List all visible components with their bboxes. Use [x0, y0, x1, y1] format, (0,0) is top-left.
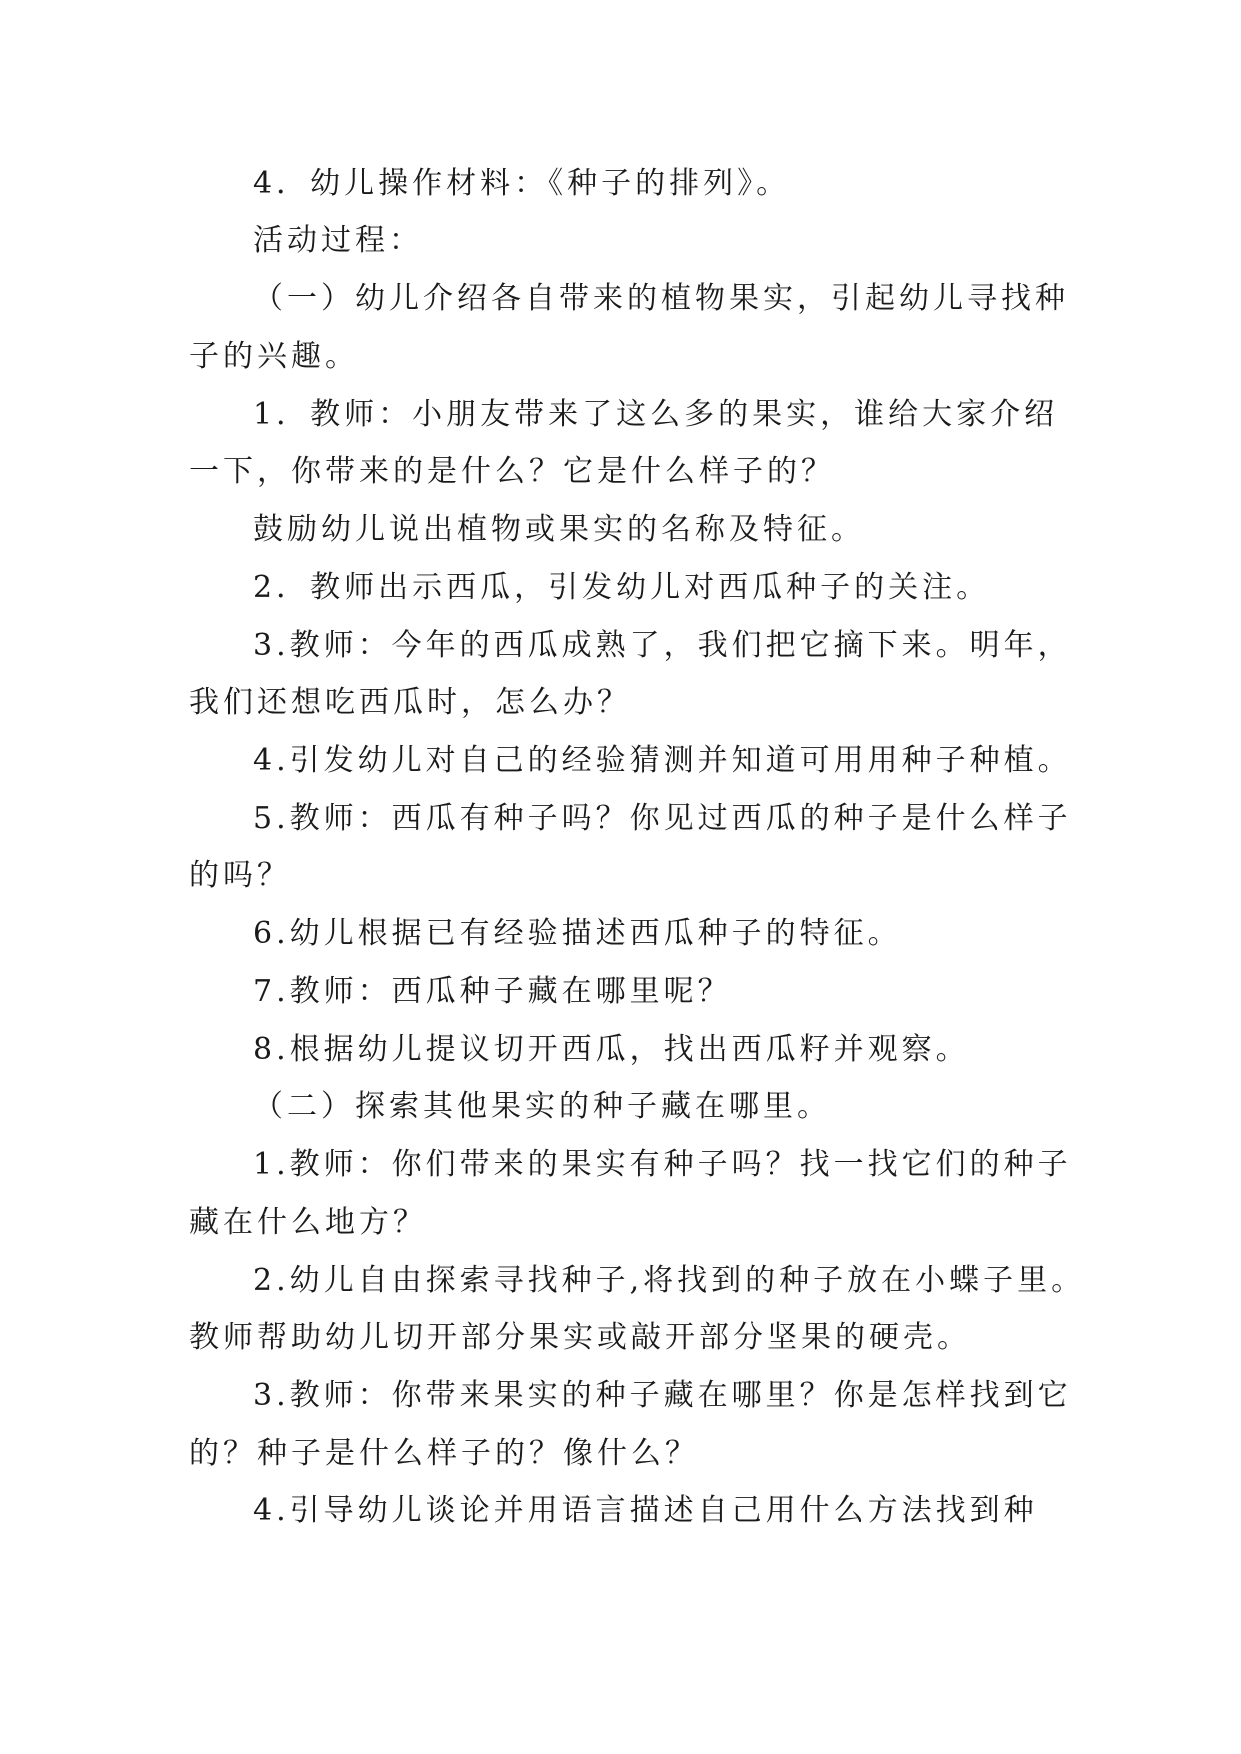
- text-line-17: （二）探索其他果实的种子藏在哪里。: [253, 1089, 831, 1124]
- text-line-6: 一下，你带来的是什么？它是什么样子的？: [189, 454, 835, 489]
- text-line-3: （一）幼儿介绍各自带来的植物果实，引起幼儿寻找种: [253, 281, 1069, 316]
- text-line-2: 活动过程：: [253, 223, 423, 258]
- text-line-12: 5.教师：西瓜有种子吗？你见过西瓜的种子是什么样子: [253, 801, 1072, 836]
- text-line-4: 子的兴趣。: [189, 339, 359, 374]
- text-line-23: 的？种子是什么样子的？像什么？: [189, 1436, 699, 1471]
- text-line-24: 4.引导幼儿谈论并用语言描述自己用什么方法找到种: [253, 1493, 1038, 1528]
- text-line-21: 教师帮助幼儿切开部分果实或敲开部分坚果的硬壳。: [189, 1320, 971, 1355]
- text-line-15: 7.教师：西瓜种子藏在哪里呢？: [253, 974, 732, 1009]
- text-line-18: 1.教师：你们带来的果实有种子吗？找一找它们的种子: [253, 1147, 1072, 1182]
- text-line-9: 3.教师：今年的西瓜成熟了，我们把它摘下来。明年，: [253, 628, 1072, 663]
- text-line-10: 我们还想吃西瓜时，怎么办？: [189, 685, 631, 720]
- text-line-5: 1．教师：小朋友带来了这么多的果实，谁给大家介绍: [253, 397, 1059, 432]
- text-line-16: 8.根据幼儿提议切开西瓜，找出西瓜籽并观察。: [253, 1032, 970, 1067]
- text-line-14: 6.幼儿根据已有经验描述西瓜种子的特征。: [253, 916, 902, 951]
- text-line-20: 2.幼儿自由探索寻找种子,将找到的种子放在小蝶子里。: [253, 1263, 1086, 1298]
- text-line-7: 鼓励幼儿说出植物或果实的名称及特征。: [253, 512, 865, 547]
- text-line-8: 2．教师出示西瓜，引发幼儿对西瓜种子的关注。: [253, 570, 991, 605]
- text-line-13: 的吗？: [189, 858, 291, 893]
- text-line-11: 4.引发幼儿对自己的经验猜测并知道可用用种子种植。: [253, 743, 1072, 778]
- text-line-22: 3.教师：你带来果实的种子藏在哪里？你是怎样找到它: [253, 1378, 1072, 1413]
- text-line-19: 藏在什么地方？: [189, 1205, 427, 1240]
- text-line-1: 4．幼儿操作材料：《种子的排列》。: [253, 166, 791, 201]
